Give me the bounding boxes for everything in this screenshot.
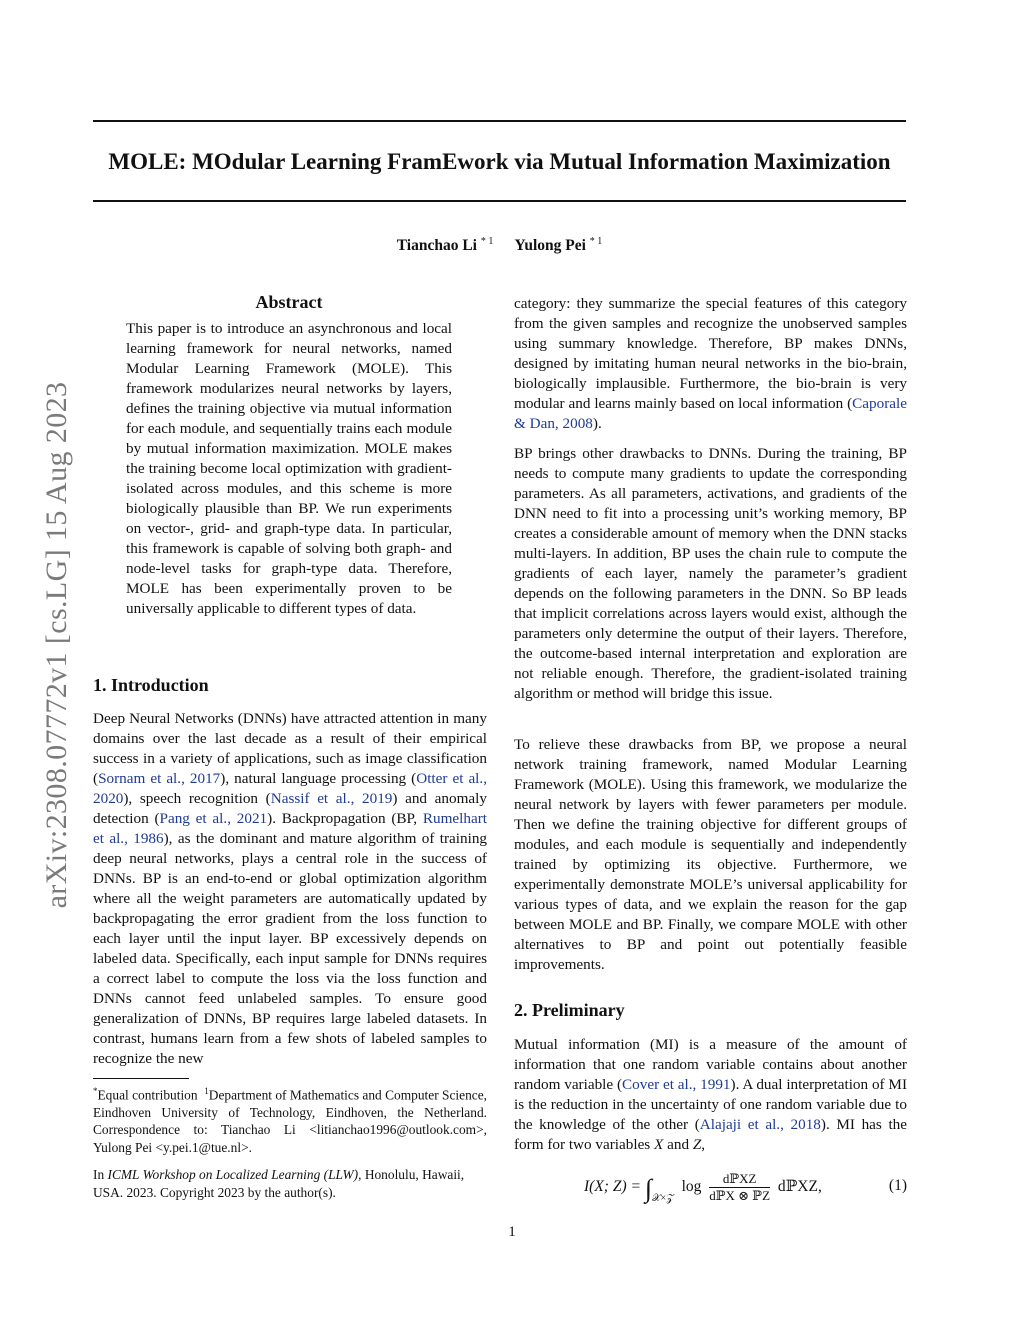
author-affiliation-mark: * 1 xyxy=(589,236,603,247)
citation-link[interactable]: Caporale & Dan, 2008 xyxy=(514,395,907,432)
author-affiliation-mark: * 1 xyxy=(480,236,494,247)
integral-symbol: ∫ xyxy=(644,1174,652,1204)
text-run: Mutual information (MI) is a measure of the amount of information that one random variable contains about another random variable ( xyxy=(514,1036,907,1093)
text-run: ). xyxy=(592,415,602,432)
text-run: ) and anomaly detection ( xyxy=(93,790,487,827)
venue-name: ICML Workshop on Localized Learning (LLW) xyxy=(107,1167,359,1182)
arxiv-watermark: arXiv:2308.07772v1 [cs.LG] 15 Aug 2023 xyxy=(40,381,73,909)
text-run: ), speech recognition ( xyxy=(123,790,271,807)
page-number: 1 xyxy=(508,1224,516,1240)
venue-note xyxy=(93,1166,487,1201)
text-run: ), as the dominant and mature algorithm of training deep neural networks, plays a central role in the success of DNNs. BP is an end-to-end or global optimization algorithm where all the weight parameters are automatically updated by backpropagating the error gradient from the loss function to each layer until the input layer. BP excessively depends on labeled data. Specifically, each input sample for DNNs requires a correct label to compute the loss via the loss function and DNNs cannot feed unlabeled samples. To ensure good generalization of DNNs, BP requires large labeled datasets. In contrast, humans learn from a few shots of labeled samples to recognize the new xyxy=(93,830,488,1067)
equation-lhs: I(X; Z) = xyxy=(584,1178,645,1196)
text-run: , xyxy=(701,1136,706,1153)
citation-link[interactable]: Alajaji et al., 2018 xyxy=(699,1116,821,1133)
title-rule-top xyxy=(93,120,906,122)
author-name: Yulong Pei xyxy=(514,237,586,255)
intro-paragraph-1 xyxy=(93,709,487,1069)
citation-link[interactable]: Rumelhart et al., 1986 xyxy=(93,810,487,847)
section-heading-preliminary: 2. Preliminary xyxy=(514,1000,625,1020)
equation-measure: dℙXZ, xyxy=(777,1178,822,1196)
text-run: , Honolulu, Hawaii, USA. 2023. Copyright 2023 by the author(s). xyxy=(93,1167,465,1200)
math-variable: X xyxy=(654,1136,664,1153)
author-name: Tianchao Li xyxy=(396,237,477,255)
intro-paragraph-2 xyxy=(514,444,907,704)
text-run: ). A dual interpretation of MI is the reduction in the uncertainty of one random variable due to the knowledge of the other ( xyxy=(514,1076,907,1133)
footnote-affiliation: Department of Mathematics and Computer Science, Eindhoven University of Technology, Eindhoven, the Netherland. Correspondence to: Tianchao Li <litianchao1996@outlook.com>, Yulong Pei <y.pei.1@tue.nl>. xyxy=(93,1087,488,1155)
text-run: category: they summarize the special features of this category from the given samples and recognize the unobserved samples using summary knowledge. Therefore, BP makes DNNs, designed by imitating human neural networks in the bio-brain, biologically implausible. Furthermore, the bio-brain is very modular and learns mainly based on local information ( xyxy=(514,295,907,412)
footnote-mark: 1 xyxy=(204,1086,209,1096)
fraction-denominator: dℙX ⊗ ℙZ xyxy=(709,1188,771,1203)
math-variable: Z xyxy=(692,1136,702,1153)
intro-paragraph-1-continued xyxy=(514,294,907,434)
section-heading-introduction: 1. Introduction xyxy=(93,675,209,695)
abstract-body xyxy=(126,319,452,619)
intro-paragraph-3 xyxy=(514,735,907,975)
paragraph-text: BP brings other drawbacks to DNNs. During the training, BP needs to compute many gradients to update the corresponding parameters. As all parameters, activations, and gradients of the DNN need to fit into a processing unit’s working memory, BP creates a considerable amount of memory when the DNN stacks multi-layers. In addition, BP uses the chain rule to compute the gradients of each layer, namely the parameter’s gradient depends on the following parameters in the DNN. So BP leads that implicit correlations across layers would exist, although the parameters only determine the output of their layers. Therefore, the outcome-based internal interpretation and exploration are not reliable enough. Therefore, the gradient-isolated training algorithm or method will bridge this issue. xyxy=(514,445,907,702)
citation-link[interactable]: Pang et al., 2021 xyxy=(159,810,268,827)
citation-link[interactable]: Cover et al., 1991 xyxy=(622,1076,731,1093)
text-run: Deep Neural Networks (DNNs) have attracted attention in many domains over the last decade as a result of their empirical success in a variety of applications, such as image classification ( xyxy=(93,710,487,787)
citation-link[interactable]: Sornam et al., 2017 xyxy=(98,770,221,787)
integral-domain: 𝒳×𝒵 xyxy=(651,1193,674,1205)
abstract-text: This paper is to introduce an asynchronous and local learning framework for neural networks, named Modular Learning Framework (MOLE). This framework modularizes neural networks by layers, defines the training objective via mutual information for each module, and sequentially trains each module by mutual information maximization. MOLE makes the training become local optimization with gradient-isolated across modules, and this scheme is more biologically plausible than BP. We run experiments on vector-, grid- and graph-type data. In particular, this framework is capable of solving both graph- and node-level tasks for graph-type data. Therefore, MOLE has been experimentally proven to be universally applicable to different types of data. xyxy=(126,320,452,617)
citation-link[interactable]: Otter et al., 2020 xyxy=(93,770,487,807)
author-list xyxy=(93,236,906,255)
equation-number: (1) xyxy=(888,1177,907,1194)
equation-fraction xyxy=(709,1171,770,1204)
equation-body xyxy=(584,1171,822,1204)
footnote-equal-contribution: Equal contribution xyxy=(97,1087,198,1103)
text-run: and xyxy=(663,1136,693,1153)
log-operator: log xyxy=(681,1178,702,1196)
preliminary-paragraph xyxy=(514,1035,907,1155)
equation-1 xyxy=(514,1165,907,1205)
text-run: ), natural language processing ( xyxy=(220,770,417,787)
title-rule-bottom xyxy=(93,200,906,202)
citation-link[interactable]: Nassif et al., 2019 xyxy=(270,790,393,807)
footnote-rule xyxy=(93,1078,189,1079)
paper-title: MOLE: MOdular Learning FramEwork via Mutual Information Maximization xyxy=(108,149,891,174)
fraction-numerator: dℙXZ xyxy=(709,1171,770,1188)
text-run: ). MI has the form for two variables xyxy=(514,1116,908,1153)
abstract-heading: Abstract xyxy=(255,292,323,312)
text-run: In xyxy=(93,1167,108,1182)
paragraph-text: To relieve these drawbacks from BP, we propose a neural network training framework, named Modular Learning Framework (MOLE). Using this framework, we modularize the neural network by layers with fewer parameters per module. Then we define the training objective for different groups of modules, and each module is sequentially and independently trained by optimizing its objective. Furthermore, we experimentally demonstrate MOLE’s universal applicability for various types of data, and we explain the reason for the gap between MOLE and BP. Finally, we compare MOLE with other alternatives to BP and point out potentially feasible improvements. xyxy=(514,736,907,973)
text-run: ). Backpropagation (BP, xyxy=(267,810,423,827)
footnote xyxy=(93,1083,487,1156)
footnote-mark: * xyxy=(93,1086,98,1096)
